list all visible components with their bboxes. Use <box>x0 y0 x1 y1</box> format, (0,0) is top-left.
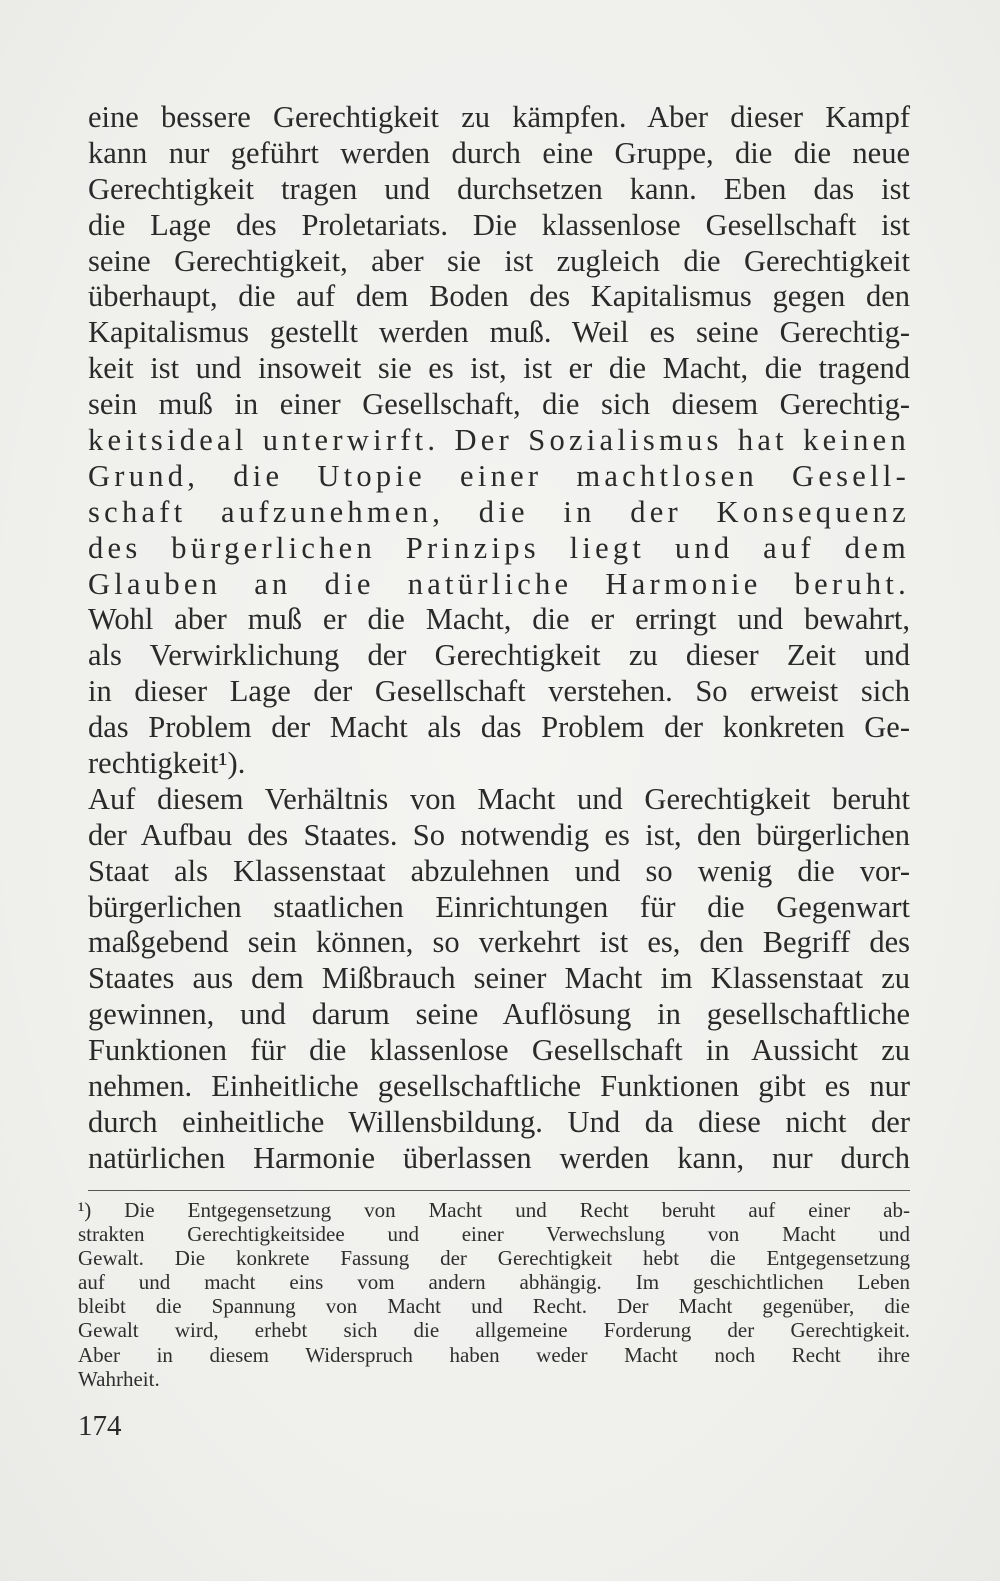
body-line: in dieser Lage der Gesellschaft verstehen. So erweist sich <box>88 674 910 709</box>
body-line: Wohl aber muß er die Macht, die er erringt und bewahrt, <box>88 602 910 637</box>
footnote-line: Gewalt wird, erhebt sich die allgemeine Forderung der Gerechtigkeit. <box>78 1318 910 1343</box>
body-line: durch einheitliche Willensbildung. Und da diese nicht der <box>88 1104 910 1139</box>
body-line: als Verwirklichung der Gerechtigkeit zu dieser Zeit und <box>88 638 910 673</box>
body-line: seine Gerechtigkeit, aber sie ist zugleich die Gerechtigkeit <box>88 243 910 278</box>
body-line: bürgerlichen staatlichen Einrichtungen für die Gegenwart <box>88 889 910 924</box>
body-line: Glauben an die natürliche Harmonie beruht. <box>88 566 910 601</box>
footnote-line: ¹) Die Entgegensetzung von Macht und Recht beruht auf einer ab- <box>78 1198 910 1222</box>
footnote-line: Gewalt. Die konkrete Fassung der Gerechtigkeit hebt die Entgegensetzung <box>78 1246 910 1271</box>
body-line: keit ist und insoweit sie es ist, ist er die Macht, die tragend <box>88 351 910 386</box>
body-line: der Aufbau des Staates. So notwendig es ist, den bürgerlichen <box>88 817 910 852</box>
body-line: eine bessere Gerechtigkeit zu kämpfen. Aber dieser Kampf <box>88 100 910 134</box>
footnote-divider <box>88 1190 910 1191</box>
footnote-line: Wahrheit. <box>78 1366 160 1391</box>
footnote-line: Aber in diesem Widerspruch haben weder Macht noch Recht ihre <box>78 1342 910 1367</box>
body-line: natürlichen Harmonie überlassen werden kann, nur durch <box>88 1140 910 1175</box>
body-line: maßgebend sein können, so verkehrt ist es, den Begriff des <box>88 925 910 960</box>
page-number: 174 <box>78 1410 122 1442</box>
body-line: schaft aufzunehmen, die in der Konsequenz <box>88 494 910 529</box>
body-line: Funktionen für die klassenlose Gesellschaft in Aussicht zu <box>88 1033 910 1068</box>
body-line: Auf diesem Verhältnis von Macht und Gerechtigkeit beruht <box>88 781 910 816</box>
body-line: Kapitalismus gestellt werden muß. Weil es seine Gerechtig- <box>88 315 910 350</box>
footnote-line: bleibt die Spannung von Macht und Recht. Der Macht gegenüber, die <box>78 1294 910 1319</box>
body-line: gewinnen, und darum seine Auflösung in gesellschaftliche <box>88 997 910 1032</box>
body-line: rechtigkeit¹). <box>88 746 246 781</box>
body-line: keitsideal unterwirft. Der Sozialismus hat keinen <box>88 423 910 458</box>
body-line: Staat als Klassenstaat abzulehnen und so wenig die vor- <box>88 853 910 888</box>
footnote <box>78 1198 910 1391</box>
body-line: sein muß in einer Gesellschaft, die sich diesem Gerechtig- <box>88 387 910 422</box>
body-line: nehmen. Einheitliche gesellschaftliche Funktionen gibt es nur <box>88 1069 910 1104</box>
body-line: das Problem der Macht als das Problem der konkreten Ge- <box>88 710 910 745</box>
footnote-line: strakten Gerechtigkeitsidee und einer Verwechslung von Macht und <box>78 1222 910 1247</box>
body-line: überhaupt, die auf dem Boden des Kapitalismus gegen den <box>88 279 910 314</box>
body-text <box>88 100 910 1177</box>
body-line: die Lage des Proletariats. Die klassenlose Gesellschaft ist <box>88 207 910 242</box>
body-line: Grund, die Utopie einer machtlosen Gesell- <box>88 458 910 493</box>
body-line: kann nur geführt werden durch eine Gruppe, die die neue <box>88 135 910 170</box>
body-line: Staates aus dem Mißbrauch seiner Macht im Klassenstaat zu <box>88 961 910 996</box>
footnote-line: auf und macht eins vom andern abhängig. Im geschichtlichen Leben <box>78 1270 910 1295</box>
body-line: Gerechtigkeit tragen und durchsetzen kann. Eben das ist <box>88 171 910 206</box>
body-line: des bürgerlichen Prinzips liegt und auf dem <box>88 530 910 565</box>
